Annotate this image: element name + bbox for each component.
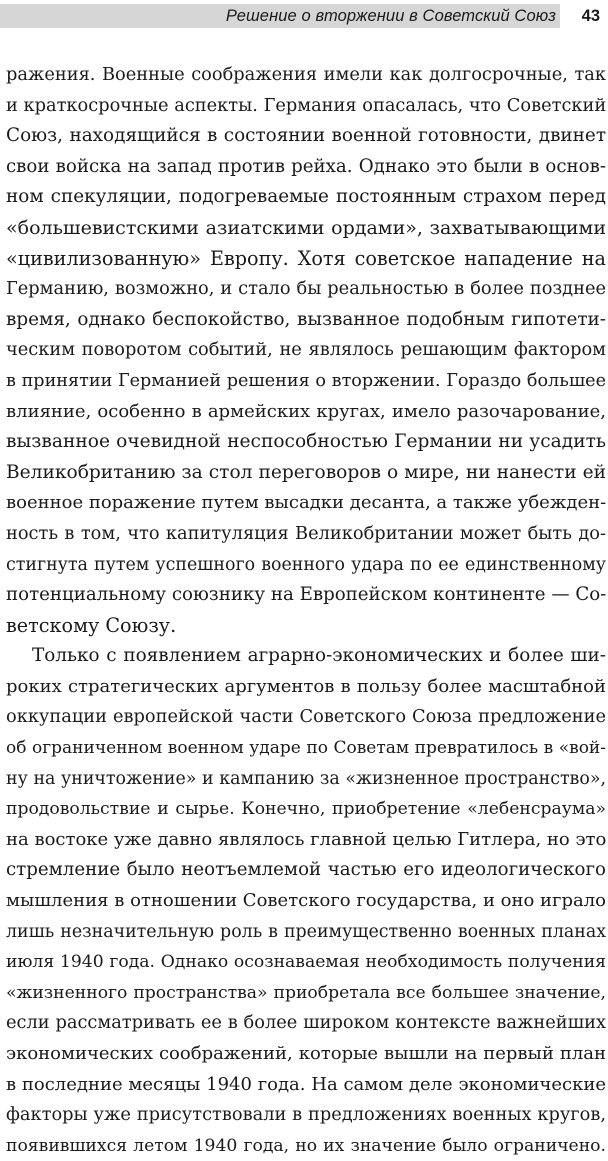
text-line: «цивилизованную» Европу. Хотя советское нападение на: [6, 246, 606, 270]
text-line: Союз, находящийся в состоянии военной готовности, двинет: [6, 125, 606, 147]
text-line: если рассматривать ее в более широком контексте важнейших: [6, 1012, 606, 1034]
paragraph-1: [6, 60, 606, 641]
text-line: стигнута путем успешного военного удара по ее единственному: [6, 554, 606, 575]
text-line: потенциальному союзнику на Европейском континенте — Со-: [6, 584, 607, 606]
text-line: ну на уничтожение» и кампанию за «жизненное пространство»,: [6, 768, 606, 789]
text-line: в последние месяцы 1940 года. На самом деле экономические: [6, 1073, 606, 1095]
text-line: роких стратегических аргументов в пользу более масштабной: [6, 675, 606, 697]
text-line: свои войска на запад против рейха. Однако это были в основ-: [6, 155, 606, 177]
text-line: ном спекуляции, подогреваемые постоянным страхом перед: [6, 186, 606, 208]
text-line: об ограниченном военном ударе по Советам превратилось в «вой-: [6, 738, 606, 759]
page-number: 43: [581, 7, 600, 25]
text-line: продовольствие и сырье. Конечно, приобретение «лебенсраума»: [6, 799, 606, 820]
text-line: в принятии Германией решения о вторжении. Гораздо большее: [6, 370, 606, 391]
text-line: ческим поворотом событий, не являлось решающим фактором: [6, 339, 606, 361]
text-line: лишь незначительную роль в преимущественно военных планах: [6, 921, 606, 942]
text-line: ражения. Военные соображения имели как долгосрочные, так: [6, 64, 606, 85]
text-line: стремление было неотъемлемой частью его идеологического: [6, 859, 606, 881]
body-text: [6, 60, 606, 1161]
text-line: Великобританию за стол переговоров о мире, ни нанести ей: [6, 461, 606, 483]
text-line: влияние, особенно в армейских кругах, имело разочарование,: [6, 400, 606, 422]
running-title: Решение о вторжении в Советский Союз: [225, 7, 556, 25]
text-line: ность в том, что капитуляция Великобритании может быть до-: [6, 522, 606, 544]
text-line: экономических соображений, которые вышли на первый план: [6, 1043, 606, 1064]
text-line: ветскому Союзу.: [6, 613, 177, 637]
text-line: мышления в отношении Советского государства, и оно играло: [6, 890, 607, 912]
text-line: появившихся летом 1940 года, но их значение было ограничено.: [6, 1135, 606, 1156]
text-line: на востоке уже давно являлось главной целью Гитлера, но это: [6, 828, 607, 850]
text-line: вызванное очевидной неспособностью Германии ни усадить: [6, 431, 606, 453]
text-line: оккупации европейской части Советского Союза предложение: [6, 706, 606, 728]
text-line: факторы уже присутствовали в предложениях военных кругов,: [6, 1104, 606, 1126]
text-line: и краткосрочные аспекты. Германия опасалась, что Советский: [6, 94, 607, 116]
paragraph-2: [6, 641, 606, 1161]
text-line: июля 1940 года. Однако осознаваемая необходимость получения: [6, 952, 606, 973]
page-header: [0, 0, 608, 30]
text-line: «жизненного пространства» приобретала все большее значение,: [6, 982, 606, 1003]
text-line: военное поражение путем высадки десанта, а также убежден-: [6, 492, 607, 514]
text-line: время, однако беспокойство, вызванное подобным гипотети-: [6, 308, 606, 330]
text-line: «большевистскими азиатскими ордами», захватывающими: [6, 216, 606, 239]
text-line: Германию, возможно, и стало бы реальностью в более позднее: [6, 278, 606, 300]
text-line: Только с появлением аграрно-экономических и более ши-: [32, 645, 606, 667]
